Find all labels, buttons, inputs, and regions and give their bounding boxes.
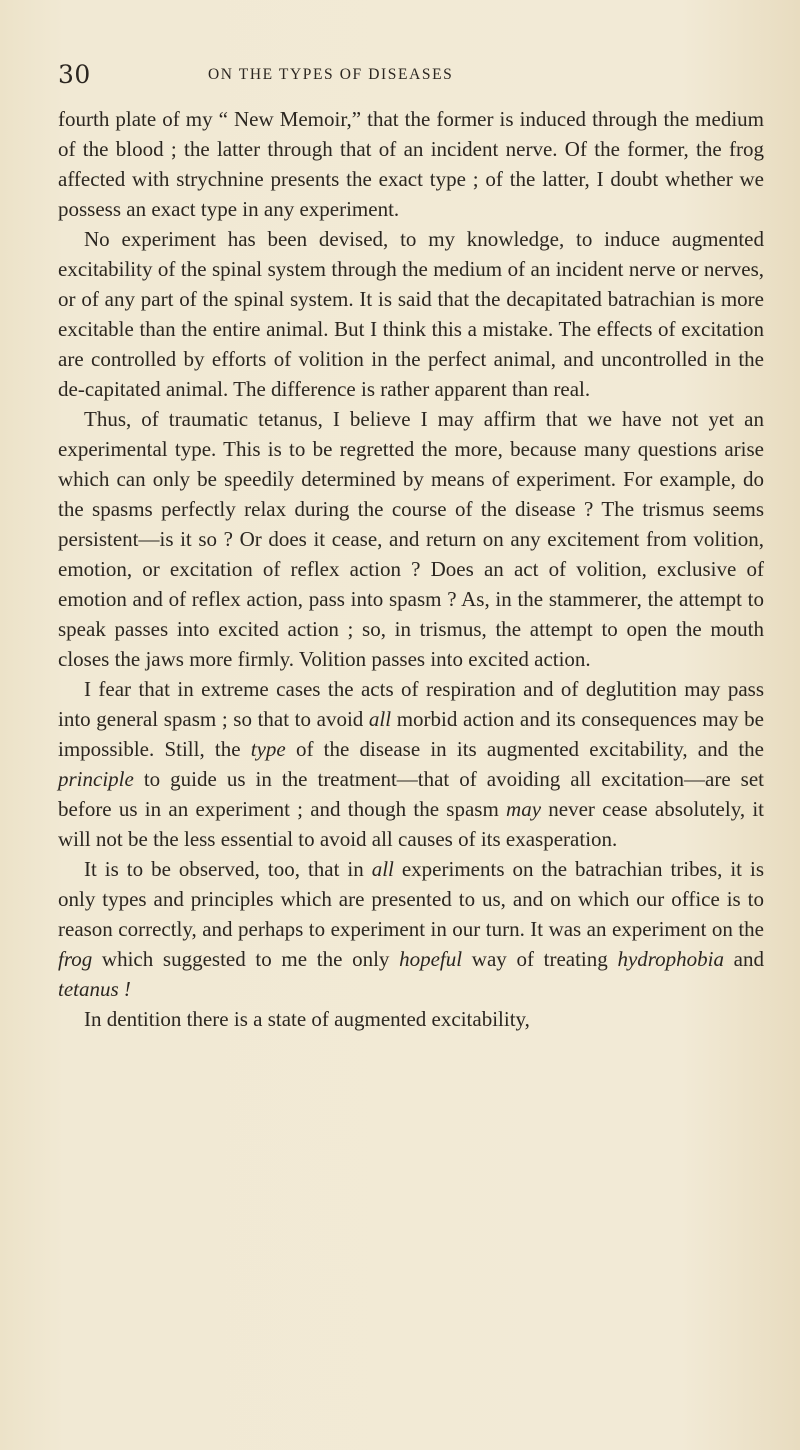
paragraph-no-experiment: No experiment has been devised, to my knowledge, to induce augmented excitability of the spinal system through the medium of an incident nerve or nerves, or of any part of the spinal system. It is said that the decapitated batrachian is more excitable than the entire animal. But I think this a mistake. The effects of excitation are controlled by efforts of volition in the perfect animal, and uncontrolled in the de-capitated animal. The difference is rather apparent than real. [58,227,764,401]
text-span: It is to be observed, too, that in [84,857,372,881]
page-number: 30 [58,60,91,89]
body-text [58,104,764,1034]
running-head: ON THE TYPES OF DISEASES [208,66,454,83]
text-span: morbid action and its consequences may be impossible. Still, the [58,707,764,761]
text-span: which suggested to me the only [92,947,400,971]
paragraph-extreme-cases [58,674,764,854]
text-span: to guide us in the treatment—that of avoiding all excitation—are set before us in an experiment ; and though the spasm [58,767,764,821]
text-span: experiments on the batrachian tribes, it is only types and principles which are presented to us, and on which our office is to reason correctly, and perhaps to experiment in our turn. It was an experiment on the [58,857,764,941]
paragraph-dentition: In dentition there is a state of augmented excitability, [84,1007,530,1031]
italic-frog: frog [58,947,93,971]
paragraph-batrachian-tribes [58,854,764,1004]
paragraph-continued: fourth plate of my “ New Memoir,” that the former is induced through the medium of the blood ; the latter through that of an incident nerve. Of the former, the frog affected with strychnine presents the exact type ; of the latter, I doubt whether we possess an exact type in any experiment. [58,107,764,221]
text-span: and [724,947,764,971]
text-span: never cease absolutely, it will not be the less essential to avoid all causes of its exasperation. [58,797,765,851]
italic-tetanus: tetanus ! [58,977,131,1001]
italic-principle: principle [58,767,134,791]
paragraph-traumatic-tetanus: Thus, of traumatic tetanus, I believe I may affirm that we have not yet an experimental type. This is to be regretted the more, because many questions arise which can only be speedily determined by means of experiment. For example, do the spasms perfectly relax during the course of the disease ? The trismus seems persistent—is it so ? Or does it cease, and return on any excitement from volition, emotion, or excitation of reflex action ? Does an act of volition, exclusive of emotion and of reflex action, pass into spasm ? As, in the stammerer, the attempt to speak passes into excited action ; so, in trismus, the attempt to open the mouth closes the jaws more firmly. Volition passes into excited action. [58,407,764,671]
text-span: way of treating [462,947,618,971]
italic-hydrophobia: hydrophobia [617,947,724,971]
page-header [58,60,758,94]
text-span: I fear that in extreme cases the acts of respiration and of deglutition may pass into general spasm ; so that to avoid [58,677,764,731]
italic-may: may [506,797,542,821]
italic-all: all [368,707,392,731]
italic-type: type [250,737,286,761]
text-span: of the disease in its augmented excitability, and the [285,737,764,761]
italic-hopeful: hopeful [399,947,463,971]
italic-all: all [371,857,394,881]
